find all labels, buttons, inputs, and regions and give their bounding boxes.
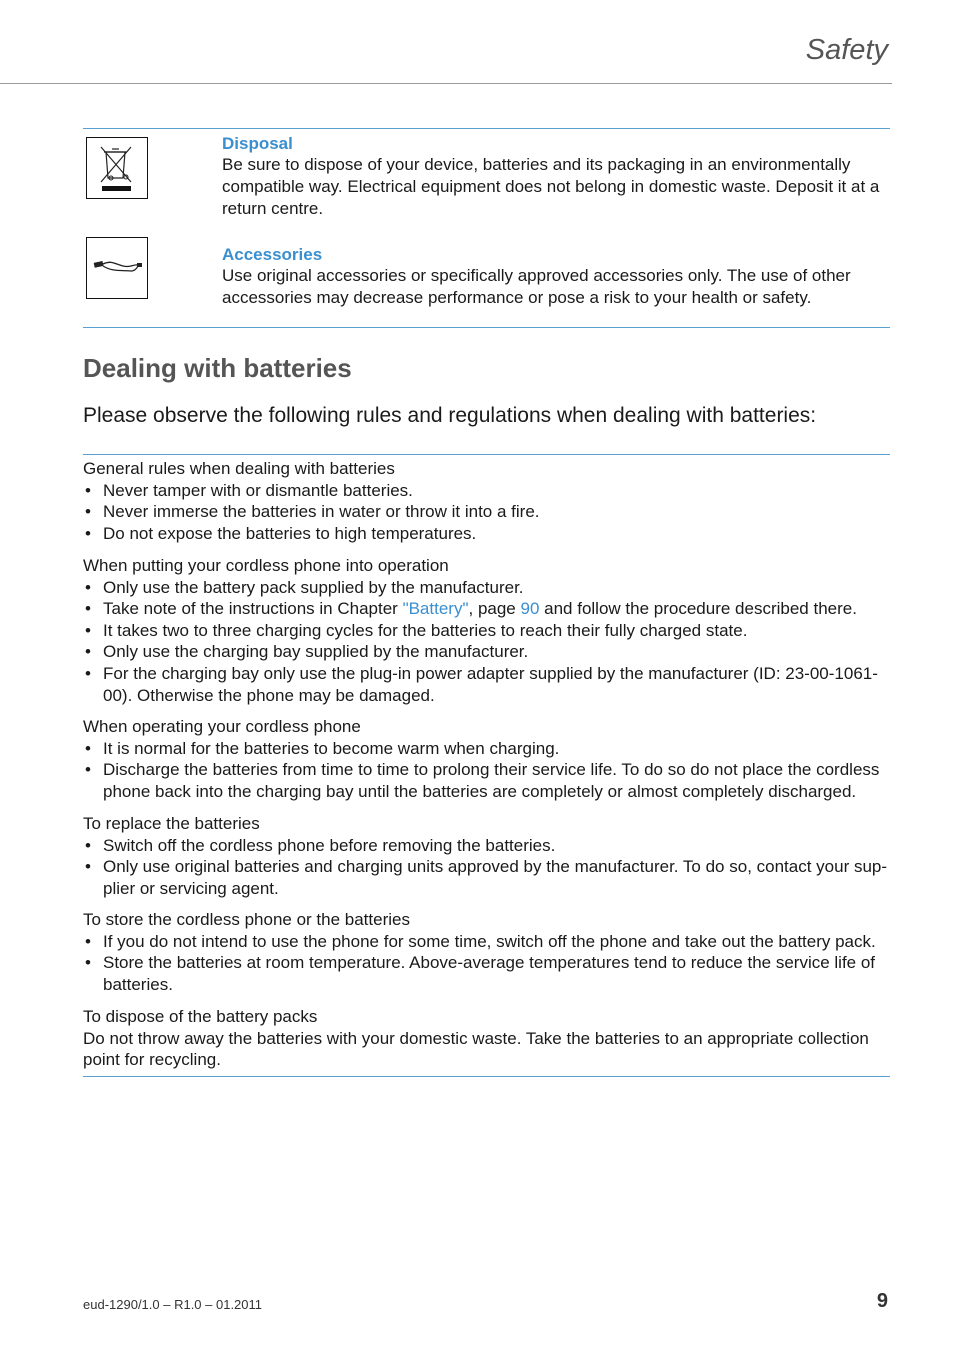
group-heading: To store the cordless phone or the batteries <box>83 910 410 929</box>
page-link[interactable]: 90 <box>520 599 540 619</box>
bullet-list <box>83 835 893 900</box>
note-disposal <box>222 134 882 219</box>
list-item: • Do not expose the batteries to high temperatures. <box>83 523 893 545</box>
rules-group-dispose <box>83 1006 893 1071</box>
list-item: • Discharge the batteries from time to time to prolong their service life. To do so do not place the cordless phone back into the charging bay until the batteries are completely or almost completely discharged. <box>83 759 893 802</box>
group-heading: When operating your cordless phone <box>83 717 361 736</box>
note-disposal-body: Be sure to dispose of your device, batteries and its packaging in an environmentally compatible way. Electrical equipment does not belong in domestic waste. Deposit it at a return centre. <box>222 155 880 218</box>
list-item: • Only use original batteries and charging units approved by the manufacturer. To do so, contact your sup-plier or servicing agent. <box>83 856 893 899</box>
list-item: • Never tamper with or dismantle batteries. <box>83 480 893 502</box>
note-disposal-title: Disposal <box>222 134 293 153</box>
crossed-out-bin-icon <box>86 137 148 199</box>
list-item: • It is normal for the batteries to become warm when charging. <box>83 738 893 760</box>
list-item: • It takes two to three charging cycles for the batteries to reach their fully charged state. <box>83 620 893 642</box>
notes-bottom-rule <box>83 327 890 328</box>
group-heading: General rules when dealing with batteries <box>83 459 395 478</box>
rules-bottom-rule <box>83 1076 890 1077</box>
bullet-list <box>83 577 893 707</box>
document-id: eud-1290/1.0 – R1.0 – 01.2011 <box>83 1297 263 1312</box>
note-accessories-title: Accessories <box>222 245 323 264</box>
group-heading: To replace the batteries <box>83 814 260 833</box>
group-heading: To dispose of the battery packs <box>83 1007 318 1026</box>
rules-group-operation <box>83 555 893 706</box>
list-item: • Never immerse the batteries in water or throw it into a fire. <box>83 501 893 523</box>
header-rule <box>0 83 892 84</box>
lead-paragraph: Please observe the following rules and regulations when dealing with batteries: <box>83 404 817 427</box>
group-body: Do not throw away the batteries with your domestic waste. Take the batteries to an appropriate collection point for recycling. <box>83 1028 869 1070</box>
list-item-text: , page <box>468 599 521 619</box>
list-item: • For the charging bay only use the plug-in power adapter supplied by the manufacturer (ID: 23-00-1061-00). Otherwise the phone may be damaged. <box>83 663 893 706</box>
list-item: • Only use the charging bay supplied by the manufacturer. <box>83 641 893 663</box>
list-item <box>83 598 893 620</box>
rules-group-replace <box>83 813 893 899</box>
list-item: • Only use the battery pack supplied by the manufacturer. <box>83 577 893 599</box>
bullet-list <box>83 738 893 803</box>
section-title: Safety <box>805 34 888 66</box>
cable-icon <box>86 237 148 299</box>
list-item: • Store the batteries at room temperature. Above-average temperatures tend to reduce the service life of batteries. <box>83 952 893 995</box>
bullet-list <box>83 931 893 996</box>
note-accessories <box>222 245 882 309</box>
bullet-list <box>83 480 893 545</box>
list-item-text: Take note of the instructions in Chapter <box>103 599 403 619</box>
page-number: 9 <box>876 1290 888 1312</box>
section-heading: Dealing with batteries <box>83 353 352 383</box>
list-item: • If you do not intend to use the phone for some time, switch off the phone and take out the battery pack. <box>83 931 893 953</box>
list-item-text: and follow the procedure described there. <box>539 599 857 619</box>
rules-group-store <box>83 909 893 995</box>
chapter-link[interactable]: "Battery" <box>402 599 469 619</box>
group-heading: When putting your cordless phone into operation <box>83 556 449 575</box>
rules-group-general <box>83 458 893 544</box>
note-accessories-body: Use original accessories or specifically approved accessories only. The use of other accessories may decrease performance or pose a risk to your health or safety. <box>222 266 851 307</box>
notes-top-rule <box>83 128 890 129</box>
list-item: • Switch off the cordless phone before removing the batteries. <box>83 835 893 857</box>
rules-group-operating <box>83 716 893 802</box>
rules-top-rule <box>83 454 890 455</box>
